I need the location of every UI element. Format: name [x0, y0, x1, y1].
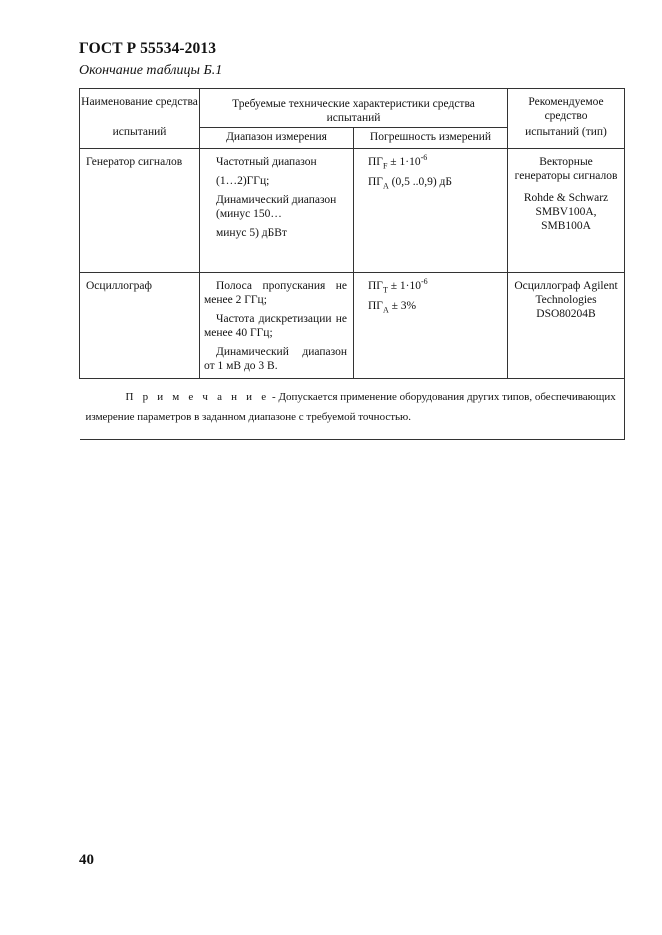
range-text: (минус 150… [216, 208, 282, 220]
range-text: Динамический диапазон [216, 194, 337, 206]
header-name-line1: Наименование средства [81, 96, 198, 108]
range-text: Частотный диапазон [216, 156, 317, 168]
row-recommended [508, 149, 625, 273]
row-error [354, 273, 508, 379]
table-note [80, 379, 625, 440]
row-range [200, 273, 354, 379]
note-text: - Допускается применение оборудования других типов, обеспечивающих измерение параметров в заданном диапазоне с требуемой точностью. [85, 391, 616, 423]
note-label: П р и м е ч а н и е [125, 391, 270, 403]
document-title: ГОСТ Р 55534-2013 [79, 40, 217, 57]
row-equipment-name: Генератор сигналов [80, 149, 200, 273]
header-requirements: Требуемые технические характеристики средства испытаний [200, 89, 508, 128]
header-equipment-name [80, 89, 200, 149]
header-recommended-line2: испытаний (тип) [525, 126, 607, 138]
range-text: минус 5) дБВт [216, 227, 287, 239]
error-line: $ПГ_A$ (0,5 ..0,9) дБ [368, 176, 452, 191]
header-range: Диапазон измерения [200, 128, 354, 149]
error-line: $ПГ_A \pm 3\%$ [368, 300, 417, 315]
error-line: $ПГ_F \pm 1\cdot 10^{-6}$ [368, 153, 428, 171]
table-header-row [80, 89, 625, 128]
row-error [354, 149, 508, 273]
recommended-text: Rohde & Schwarz SMBV100A, SMB100A [523, 192, 609, 232]
table-continuation-caption: Окончание таблицы Б.1 [79, 63, 223, 78]
range-text: (1…2)ГГц; [216, 175, 270, 187]
error-line: $ПГ_T \pm 1\cdot 10^{-6}$ [368, 277, 428, 295]
table-row [80, 273, 625, 379]
header-recommended [508, 89, 625, 149]
range-text: Полоса пропускания не менее 2 ГГц; [204, 280, 347, 306]
header-name-line2: испытаний [112, 126, 167, 138]
page-number: 40 [79, 852, 94, 868]
row-equipment-name: Осциллограф [80, 273, 200, 379]
recommended-text: Векторные генераторы сигналов [514, 156, 618, 182]
header-error: Погрешность измерений [354, 128, 508, 149]
row-recommended: Осциллограф Agilent Technologies DSO80204B [508, 273, 625, 379]
equipment-table [79, 88, 624, 440]
table-note-row [80, 379, 625, 440]
range-text: Динамический диапазон от 1 мВ до 3 В. [204, 346, 347, 372]
header-recommended-line1: Рекомендуемое средство [528, 96, 604, 122]
range-text: Частота дискретизации не менее 40 ГГц; [204, 313, 347, 339]
table-row [80, 149, 625, 273]
row-range [200, 149, 354, 273]
